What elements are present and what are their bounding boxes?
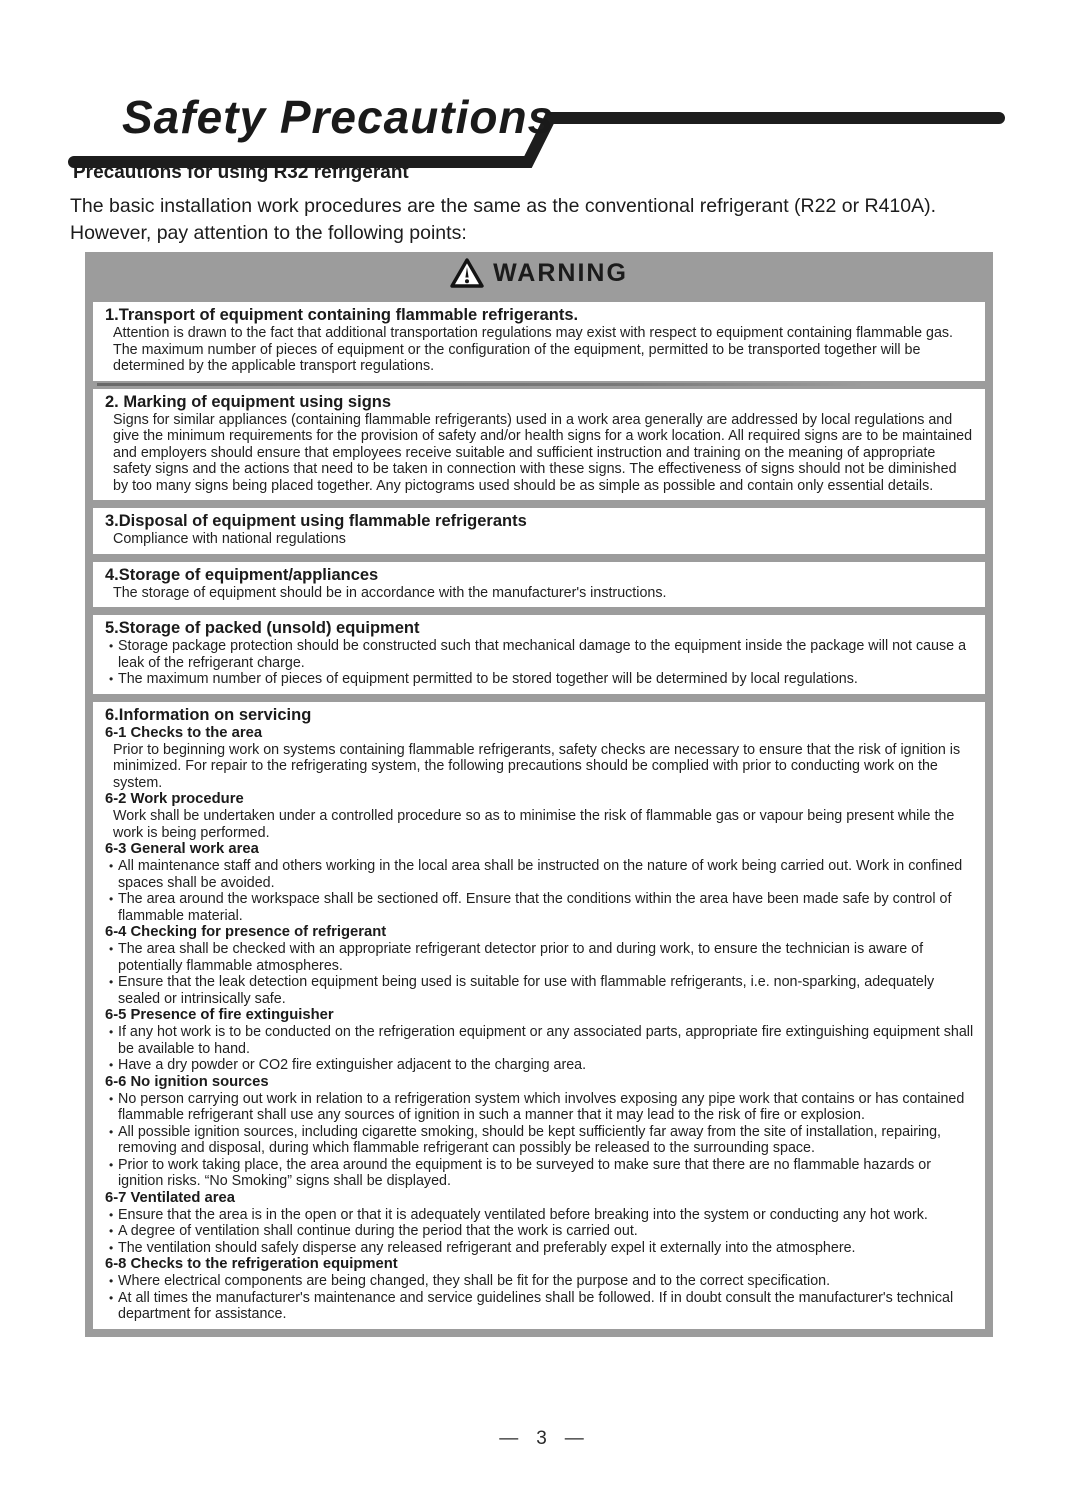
bullet-item: • The maximum number of pieces of equipment permitted to be stored together will be determined by local regulations. bbox=[105, 671, 975, 688]
bullet-item: • All possible ignition sources, including cigarette smoking, should be kept sufficiently far away from the site of installation, repairing, removing and disposal, during which flammable refrigerant can possibly be released to the surrounding space. bbox=[105, 1124, 975, 1157]
bullet-item: • All maintenance staff and others working in the local area shall be instructed on the nature of work being carried out. Work in confined spaces shall be avoided. bbox=[105, 858, 975, 891]
bullet-item: • A degree of ventilation shall continue during the period that the work is carried out. bbox=[105, 1223, 975, 1240]
warning-triangle-icon bbox=[450, 258, 484, 288]
section-heading: 5.Storage of packed (unsold) equipment bbox=[105, 619, 420, 637]
subsection-body: Prior to beginning work on systems containing flammable refrigerants, safety checks are necessary to ensure that the risk of ignition is minimized. For repair to the refrigerating system, the following precautions should be complied with prior to conducting work on the system. bbox=[113, 741, 961, 791]
intro-line-2: However, pay attention to the following points: bbox=[70, 222, 467, 244]
section-heading: 2. Marking of equipment using signs bbox=[105, 392, 392, 411]
bullet-item: • Have a dry powder or CO2 fire extinguisher adjacent to the charging area. bbox=[105, 1057, 975, 1074]
subsection-heading-6-4: 6-4 Checking for presence of refrigerant bbox=[105, 924, 387, 940]
bullet-item: • Ensure that the leak detection equipment being used is suitable for use with flammable refrigerants, i.e. non-sparking, adequately sealed or intrinsically safe. bbox=[105, 974, 975, 1007]
section-heading: 4.Storage of equipment/appliances bbox=[105, 565, 379, 584]
subsection-heading-6-2: 6-2 Work procedure bbox=[105, 791, 244, 807]
bullet-item: • At all times the manufacturer's maintenance and service guidelines shall be followed. If in doubt consult the manufacturer's technical department for assistance. bbox=[105, 1290, 975, 1323]
subsection-heading-6-5: 6-5 Presence of fire extinguisher bbox=[105, 1007, 334, 1023]
bullet-item: • The area shall be checked with an appropriate refrigerant detector prior to and during work, to ensure the technician is aware of potentially flammable atmospheres. bbox=[105, 941, 975, 974]
bullet-item: • Ensure that the area is in the open or that it is adequately ventilated before breaking into the system or conducting any hot work. bbox=[105, 1207, 975, 1224]
subsection-heading-6-1: 6-1 Checks to the area bbox=[105, 724, 263, 741]
section-body: Compliance with national regulations bbox=[113, 531, 346, 547]
subsection-heading-6-3: 6-3 General work area bbox=[105, 841, 259, 857]
section-servicing bbox=[93, 702, 985, 1329]
bullet-item: • Storage package protection should be constructed such that mechanical damage to the equipment inside the package will not cause a leak of the refrigerant charge. bbox=[105, 638, 975, 671]
section-heading: 3.Disposal of equipment using flammable refrigerants bbox=[105, 512, 527, 530]
bullet-item: • Where electrical components are being changed, they shall be fit for the purpose and to the correct specification. bbox=[105, 1273, 975, 1290]
section-body: Signs for similar appliances (containing flammable refrigerants) used in a work area generally are addressed by local regulations and give the minimum requirements for the provision of safety and/or health signs for a work location. All required signs are to be maintained and employers should ensure that employees receive suitable and sufficient instruction and training on the meaning of appropriate safety signs and the actions that need to be taken in connection with these signs. The effectiveness of signs should not be diminished by too many signs being placed together. Any pictograms used should be as simple as possible and contain only essential details. bbox=[113, 411, 973, 494]
intro-line-1: The basic installation work procedures are the same as the conventional refrigerant (R22 or R410A). bbox=[70, 195, 937, 217]
section-storage-appliances bbox=[93, 562, 985, 608]
subsection-heading-6-6: 6-6 No ignition sources bbox=[105, 1073, 269, 1090]
section-transport bbox=[93, 302, 985, 381]
bullet-item: • No person carrying out work in relation to a refrigeration system which involves exposing any pipe work that contains or has contained flammable refrigerant shall use any sources of ignition in such a manner that it may lead to the risk of fire or explosion. bbox=[105, 1091, 975, 1124]
intro-block bbox=[70, 162, 1012, 247]
intro-heading: Precautions for using R32 refrigerant bbox=[73, 162, 409, 183]
section-body: Attention is drawn to the fact that additional transportation regulations may exist with respect to equipment containing flammable gas. The maximum number of pieces of equipment or the configuration of the equipment, permitted to be transported together will be determined by the applicable transport regulations. bbox=[113, 325, 954, 374]
subsection-heading-6-8: 6-8 Checks to the refrigeration equipment bbox=[105, 1256, 398, 1272]
section-body: The storage of equipment should be in accordance with the manufacturer's instructions. bbox=[113, 584, 667, 601]
bullet-item: • The area around the workspace shall be sectioned off. Ensure that the conditions within the area have been made safe by control of flammable material. bbox=[105, 891, 975, 924]
section-heading: 6.Information on servicing bbox=[105, 705, 312, 724]
scan-artifact-line bbox=[97, 383, 865, 386]
bullet-item: • The ventilation should safely disperse any released refrigerant and preferably expel it externally into the atmosphere. bbox=[105, 1240, 975, 1257]
bullet-item: • Prior to work taking place, the area around the equipment is to be surveyed to make sure that there are no flammable hazards or ignition risks. “No Smoking” signs shall be displayed. bbox=[105, 1157, 975, 1190]
footer-dash-right: — bbox=[564, 1428, 584, 1449]
warning-header bbox=[93, 252, 985, 294]
footer-page-number: 3 bbox=[536, 1428, 547, 1449]
section-disposal bbox=[93, 508, 985, 554]
bullet-item: • If any hot work is to be conducted on the refrigeration equipment or any associated parts, appropriate fire extinguishing equipment shall be available to hand. bbox=[105, 1024, 975, 1057]
section-heading: 1.Transport of equipment containing flammable refrigerants. bbox=[105, 306, 579, 324]
warning-panel bbox=[85, 252, 993, 1337]
page-title: Safety Precautions bbox=[122, 91, 555, 143]
page-number bbox=[0, 1428, 1083, 1450]
section-storage-packed bbox=[93, 615, 985, 694]
subsection-body: Work shall be undertaken under a controlled procedure so as to minimise the risk of flammable gas or vapour being present while the work is being performed. bbox=[113, 808, 955, 841]
footer-dash-left: — bbox=[499, 1428, 519, 1449]
section-marking bbox=[93, 389, 985, 501]
warning-label: WARNING bbox=[493, 258, 628, 287]
subsection-heading-6-7: 6-7 Ventilated area bbox=[105, 1189, 235, 1206]
